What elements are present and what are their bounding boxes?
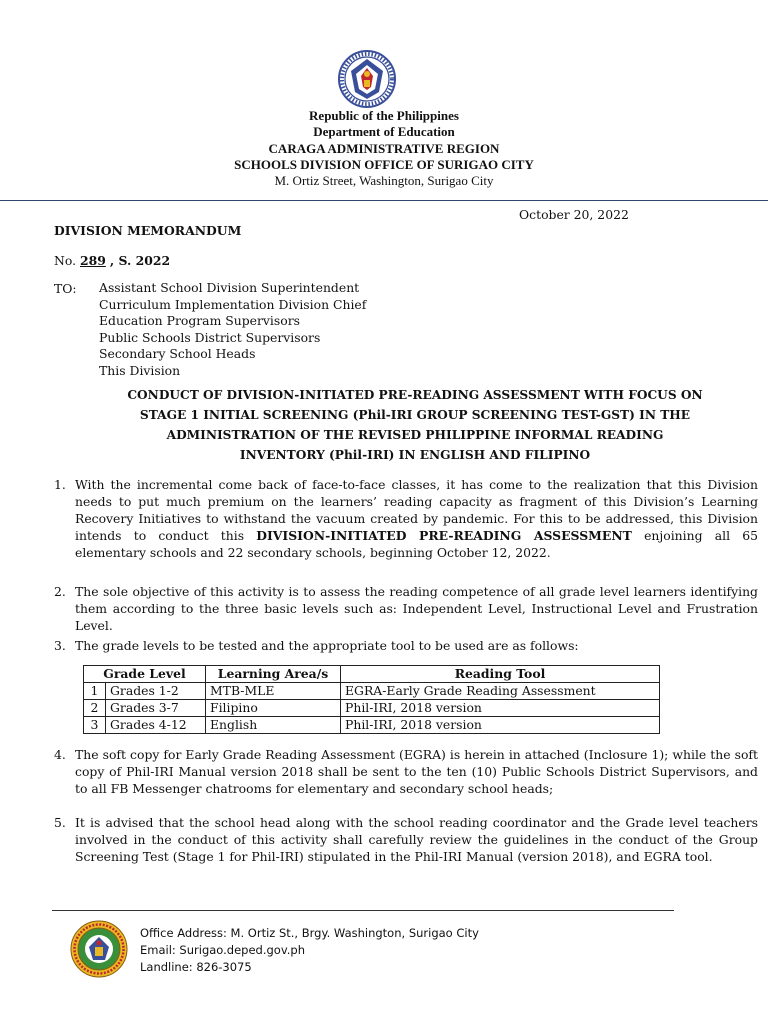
footer-address: Office Address: M. Ortiz St., Brgy. Washington, Surigao City [140, 926, 479, 940]
memo-title [70, 385, 760, 465]
memo-title-line: CONDUCT OF DIVISION-INITIATED PRE-READING ASSESSMENT WITH FOCUS ON [127, 388, 703, 402]
recipient: Assistant School Division Superintendent [99, 280, 360, 295]
column-header-learning-area: Learning Area/s [206, 666, 341, 683]
memo-no-prefix: No. [54, 253, 77, 268]
table-row [84, 717, 660, 734]
footer-email: Email: Surigao.deped.gov.ph [140, 943, 305, 957]
item-number: 1. [54, 477, 66, 492]
letterhead-division: SCHOOLS DIVISION OFFICE OF SURIGAO CITY [234, 157, 534, 172]
item-text: The sole objective of this activity is to assess the reading competence of all grade level learners identifying them according to the three basic levels such as: Independent Level, Instructional Level and Frustration Level. [75, 584, 758, 633]
deped-seal-icon [338, 50, 396, 108]
table-header-row [84, 666, 660, 683]
footer-divider [52, 910, 674, 911]
memo-title-line: INVENTORY (Phil-IRI) IN ENGLISH AND FILIPINO [239, 448, 591, 462]
table-row [84, 700, 660, 717]
memo-number-line [54, 252, 170, 269]
memo-date: October 20, 2022 [519, 207, 629, 222]
table-cell: 1 [84, 683, 106, 700]
grade-level-table [83, 665, 660, 734]
item-text: With the incremental come back of face-to-face classes, it has come to the realization that this Division needs to put much premium on the learners’ reading capacity as fragment of this Division’s Learning Recovery Initiatives to withstand the vacuum created by pandemic. For this to be addressed, this Division intends to conduct this DIVISION-INITIATED PRE-READING ASSESSMENT enjoining all 65 elementary schools and 22 secondary schools, beginning October 12, 2022. [75, 477, 758, 560]
table-cell: 2 [84, 700, 106, 717]
memo-type: DIVISION MEMORANDUM [54, 223, 242, 238]
table-cell: MTB-MLE [206, 683, 341, 700]
recipient: Public Schools District Supervisors [99, 329, 321, 345]
recipient: Curriculum Implementation Division Chief [99, 296, 367, 312]
letterhead-department: Department of Education [313, 124, 455, 139]
letterhead-address: M. Ortiz Street, Washington, Surigao City [274, 173, 494, 188]
table-cell: Filipino [206, 700, 341, 717]
table-cell: Phil-IRI, 2018 version [341, 717, 660, 734]
column-header-reading-tool: Reading Tool [341, 666, 660, 683]
memo-title-line: ADMINISTRATION OF THE REVISED PHILIPPINE INFORMAL READING [166, 428, 664, 442]
memo-series: , S. 2022 [109, 253, 171, 268]
to-label: TO: [54, 281, 77, 296]
column-header-grade-level: Grade Level [84, 666, 206, 683]
table-cell: EGRA-Early Grade Reading Assessment [341, 683, 660, 700]
division-of-surigao-city-seal-icon [70, 920, 128, 978]
item-text: It is advised that the school head along with the school reading coordinator and the Grade level teachers involved in the conduct of this activity shall carefully review the guidelines in the conduct of the Group Screening Test (Stage 1 for Phil-IRI) stipulated in the Phil-IRI Manual (version 2018), and EGRA tool. [75, 815, 758, 864]
table-row [84, 683, 660, 700]
letterhead-republic: Republic of the Philippines [309, 108, 459, 123]
table-cell: English [206, 717, 341, 734]
letterhead-region: CARAGA ADMINISTRATIVE REGION [268, 141, 500, 156]
item-number: 5. [54, 815, 66, 830]
memo-title-line: STAGE 1 INITIAL SCREENING (Phil-IRI GROUP SCREENING TEST-GST) IN THE [139, 408, 691, 422]
item-number: 2. [54, 584, 66, 599]
item-number: 4. [54, 747, 66, 762]
table-cell: Grades 1-2 [106, 683, 206, 700]
table-cell: 3 [84, 717, 106, 734]
footer-landline: Landline: 826-3075 [140, 960, 252, 974]
item-text: The grade levels to be tested and the appropriate tool to be used are as follows: [75, 638, 579, 653]
table-cell: Grades 3-7 [106, 700, 206, 717]
memo-number: 289 [79, 253, 106, 268]
item-number: 3. [54, 638, 66, 653]
recipient: Education Program Supervisors [99, 313, 300, 329]
table-cell: Grades 4-12 [106, 717, 206, 734]
recipient: Secondary School Heads [99, 346, 256, 362]
table-cell: Phil-IRI, 2018 version [341, 700, 660, 717]
header-divider [0, 200, 768, 201]
recipients-list [99, 280, 366, 380]
item-text: The soft copy for Early Grade Reading Assessment (EGRA) is herein in attached (Inclosure 1); while the soft copy of Phil-IRI Manual version 2018 shall be sent to the ten (10) Public Schools District Supervisors, and to all FB Messenger chatrooms for elementary and secondary school heads; [75, 747, 758, 796]
recipient: This Division [99, 362, 181, 378]
